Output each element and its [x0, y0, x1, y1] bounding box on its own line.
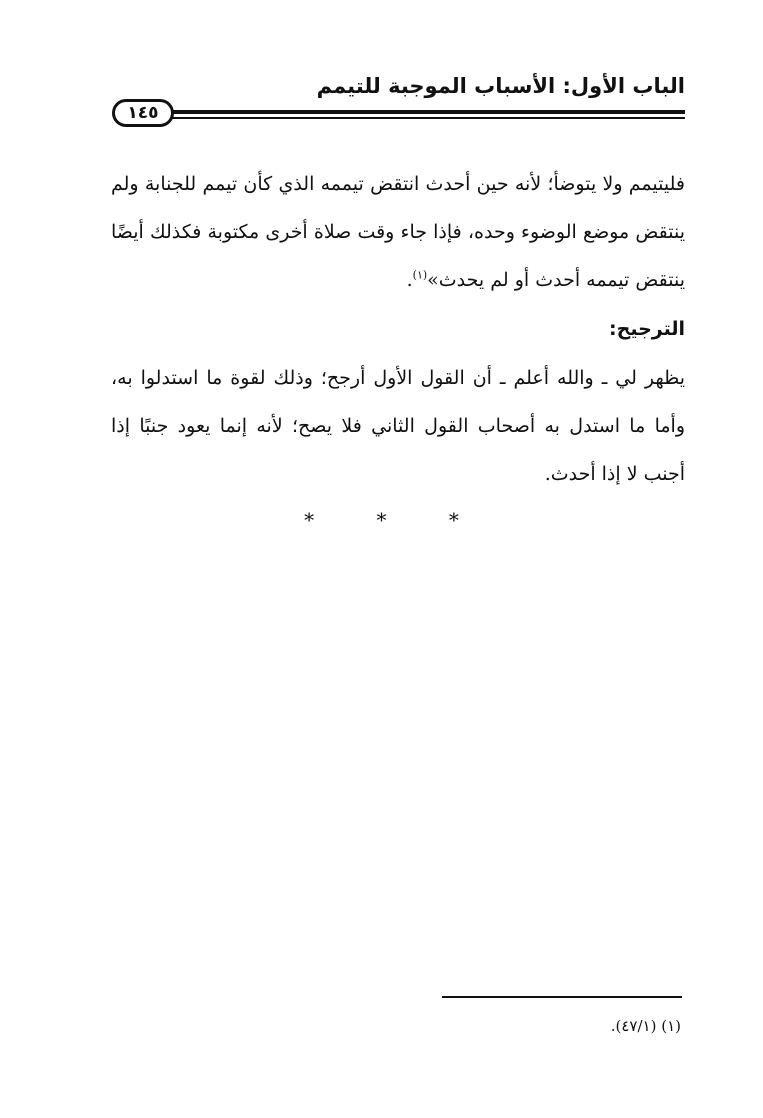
footnote-text: (٤٧/١). — [610, 1017, 657, 1035]
header-rule-thick — [172, 110, 685, 114]
footnote-rule — [442, 996, 682, 998]
footnote-marker: (١) — [661, 1017, 681, 1035]
running-title: الباب الأول: الأسباب الموجبة للتيمم — [316, 74, 685, 98]
footnote-ref-1: (١) — [412, 268, 428, 282]
section-separator: * * * — [304, 508, 487, 532]
paragraph-1 — [111, 160, 685, 304]
page-number: ١٤٥ — [112, 99, 174, 127]
header-rule-thin — [172, 117, 685, 119]
paragraph-1-end: . — [406, 269, 413, 291]
footnote-1 — [611, 1017, 681, 1035]
paragraph-2: يظهر لي ـ والله أعلم ـ أن القول الأول أرجح؛ وذلك لقوة ما استدلوا به، وأما ما استدل به أصحاب القول الثاني فلا يصح؛ لأنه إنما يعود جنبًا إذا أجنب لا إذا أحدث. — [111, 367, 685, 485]
section-heading: الترجيح: — [609, 318, 685, 340]
paragraph-1-text: فليتيمم ولا يتوضأ؛ لأنه حين أحدث انتقض تيممه الذي كأن تيمم للجنابة ولم ينتقض موضع الوضوء وحده، فإذا جاء وقت صلاة أخرى مكتوبة فكذلك أيضًا ينتقض تيممه أحدث أو لم يحدث» — [111, 173, 685, 291]
